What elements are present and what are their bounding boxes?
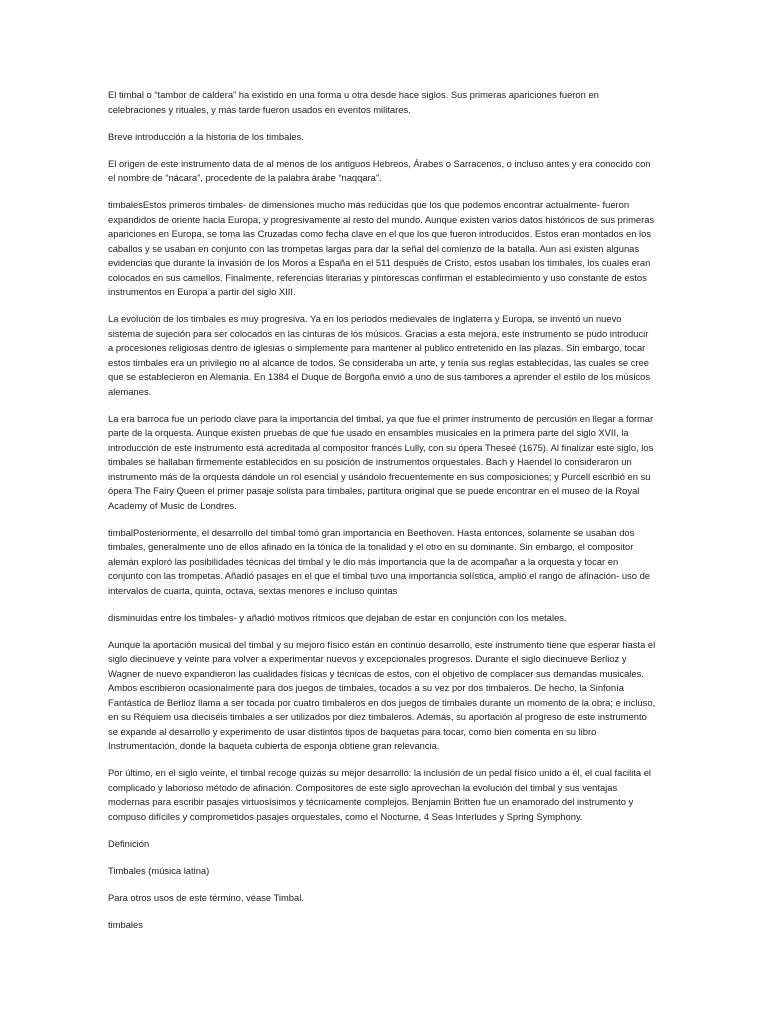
paragraph-timbales-label: timbales (108, 918, 143, 930)
document-body (108, 88, 656, 945)
paragraph-twentieth-century: Por último, en el siglo veinte, el timbal recoge quizás su mejor desarrollo: la inclusión de un pedal físico unido a él, el cual facilita el complicado y laborioso método de afinación. Compositores de este siglo aprovechan la evolución del timbal y sus ventajas modernas para escribir pasajes virtuosísimos y técnicamente complejos. Benjamin Britten fue un enamorado del instrumento y compuso difíciles y comprometidos pasajes orquestales, como el Nocturne, 4 Seas Interludes y Spring Symphony. (108, 767, 651, 822)
paragraph-other-uses: Para otros usos de este término, véase Timbal. (108, 891, 304, 903)
paragraph-origin: El origen de este instrumento data de al menos de los antiguos Hebreos, Árabes o Sarracenos, o incluso antes y era conocido con el nombre de “nácara”, procedente de la palabra árabe “naqqara”. (108, 157, 651, 183)
paragraph-intro: El timbal o “tambor de caldera” ha existido en una forma u otra desde hace siglos. Sus primeras apariciones fueron en celebraciones y rituales, y más tarde fueron usados en eventos militares. (108, 89, 599, 115)
paragraph-diminished: disminuidas entre los timbales- y añadió motivos rítmicos que dejaban de estar en conjunción con los metales. (108, 611, 567, 623)
paragraph-baroque: La era barroca fue un periodo clave para la importancia del timbal, ya que fue el primer instrumento de percusión en llegar a formar parte de la orquesta. Aunque existen pruebas de que fue usado en ensambles musicales en la primera parte del siglo XVII, la introducción de este instrumento está acreditada al compositor francés Lully, con su ópera Theseé (1675). Al finalizar este siglo, los timbales se hallaban firmemente establecidos en su posición de instrumentos orquestales. Bach y Haendel lo consideraron un instrumento más de la orquesta dándole un rol esencial y usándolo frecuentemente en sus composiciones; y Purcell escribió en su ópera The Fairy Queen el primer pasaje solista para timbales, partitura original que se puede encontrar en el museo de la Royal Academy of Music de Londres. (108, 412, 654, 511)
paragraph-definition-heading: Definición (108, 837, 150, 849)
paragraph-beethoven: timbalPosteriormente, el desarrollo del timbal tomó gran importancia en Beethoven. Hasta entonces, solamente se usaban dos timbales, generalmente uno de ellos afinado en la tónica de la tonalidad y el otro en su dominante. Sin embargo, el compositor alemán exploró las posibilidades técnicas del timbal y le dio más importancia que la de acompañar a la orquesta y tocar en conjunto con las trompetas. Añadió pasajes en el que el timbal tuvo una importancia solística, amplió el rango de afinación- uso de intervalos de cuarta, quinta, octava, sextas menores e incluso quintas (108, 526, 650, 596)
paragraph-subtitle: Breve introducción a la historia de los timbales. (108, 130, 304, 142)
paragraph-evolution: La evolución de los timbales es muy progresiva. Ya en los periodos medievales de Inglaterra y Europa, se inventó un nuevo sistema de sujeción para ser colocados en las cinturas de los músicos. Gracias a esta mejora, este instrumento se pudo introducir a procesiones religiosas dentro de iglesias o simplemente para mantener al publico entretenido en las plazas. Sin embargo, tocar estos timbales era un privilegio no al alcance de todos. Se consideraba un arte, y tenía sus reglas establecidas, las cuales se cree que se establecieron en Alemania. En 1384 el Duque de Borgoña envió a uno de sus tambores a aprender el estilo de los músicos alemanes. (108, 313, 651, 397)
paragraph-early-timbales: timbalesEstos primeros timbales- de dimensiones mucho más reducidas que los que podemos encontrar actualmente- fueron expandidos de oriente hacia Europa, y progresivamente al resto del mundo. Aunque existen varios datos históricos de sus primeras apariciones en Europa, se toma las Cruzadas como fecha clave en el que los que fueron introducidos. Estos eran montados en los caballos y se usaban en conjunto con las trompetas largas para dar la señal del comienzo de la batalla. Aun así existen algunas evidencias que durante la invasión de los Moros a España en el 511 después de Cristo, estos usaban los timbales, los cuales eran colocados en sus camellos. Finalmente, referencias literarias y pintorescas confirman el establecimiento y uso constante de estos instrumentos en Europa a partir del siglo XIII. (108, 199, 655, 297)
paragraph-nineteenth-century: Aunque la aportación musical del timbal y su mejoro físico están en continuo desarrollo, este instrumento tiene que esperar hasta el siglo diecinueve y veinte para volver a experimentar nuevos y excepcionales progresos. Durante el siglo diecinueve Berlioz y Wagner de nuevo expandieron las cualidades físicas y técnicas de estos, con el objetivo de complacer sus demandas musicales. Ambos escribieron ocasionalmente para dos juegos de timbales, tocados a su vez por dos timbaleros. De hecho, la Sinfonía Fantástica de Berlioz llama a ser tocada por cuatro timbaleros en dos juegos de timbales durante un momento de la obra; e incluso, en su Réquiem usa dieciséis timbales a ser utilizados por diez timbaleros. Además, su aportación al progreso de este instrumento se expande al desarrollo y experimento de usar distintos tipos de baquetas para tocar, como bien comenta en su libro Instrumentación, donde la baqueta cubierta de esponja obtiene gran relevancia. (108, 638, 656, 751)
paragraph-latin-timbales: Timbales (música latina) (108, 864, 210, 876)
